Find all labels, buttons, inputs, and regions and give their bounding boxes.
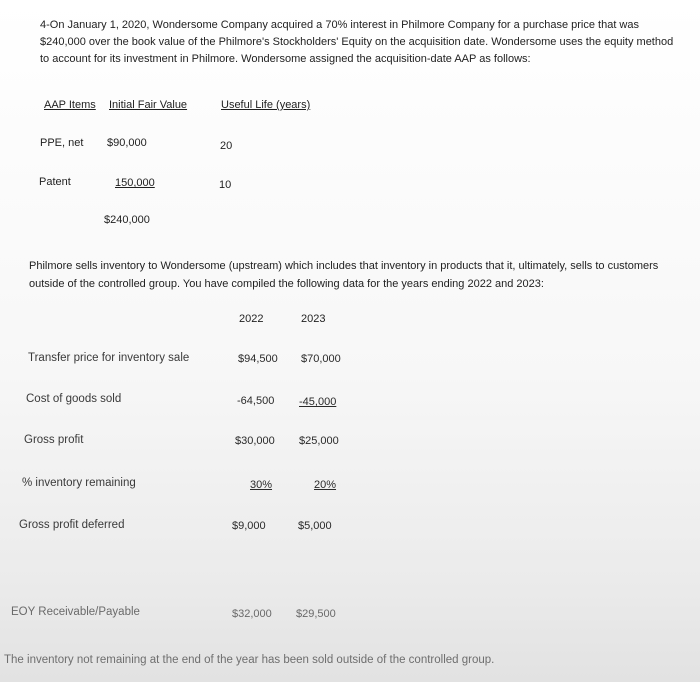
row-label-gross-profit-deferred: Gross profit deferred xyxy=(19,519,125,531)
intro-text: 4-On January 1, 2020, Wondersome Company acquired a 70% interest in Philmore Company for a purchase price that was $240,000 over the book value of the Philmore's Stockholders' Equity on the acquisition date. Wondersome uses the equity method to account for its investment in Philmore. Wondersome assigned the acquisition-date AAP as follows: xyxy=(40,19,674,65)
initial-fair-value-header: Initial Fair Value xyxy=(109,99,188,111)
row-label-inventory-remaining: % inventory remaining xyxy=(22,477,136,489)
eoy-receivable-2023: $29,500 xyxy=(296,608,336,620)
row-label-cogs: Cost of goods sold xyxy=(26,393,122,405)
gross-profit-2023: $25,000 xyxy=(299,435,339,447)
aap-life-patent: 10 xyxy=(219,179,232,191)
year-2022-header: 2022 xyxy=(239,313,264,325)
transfer-price-2023: $70,000 xyxy=(301,353,341,365)
aap-value-patent: 150,000 xyxy=(115,177,155,189)
row-label-transfer-price: Transfer price for inventory sale xyxy=(28,352,190,364)
footer-note: The inventory not remaining at the end of the year has been sold outside of the controlled group. xyxy=(4,654,495,666)
gross-profit-2022: $30,000 xyxy=(235,435,275,447)
transfer-price-2022: $94,500 xyxy=(238,353,278,365)
row-label-eoy-receivable: EOY Receivable/Payable xyxy=(11,606,140,618)
cogs-2023: -45,000 xyxy=(299,396,337,408)
gross-profit-deferred-2023: $5,000 xyxy=(298,520,332,532)
aap-item-ppe: PPE, net xyxy=(40,137,84,149)
inventory-remaining-2022: 30% xyxy=(250,479,273,491)
aap-value-ppe: $90,000 xyxy=(107,137,147,149)
year-2023-header: 2023 xyxy=(301,313,326,325)
inventory-remaining-2023: 20% xyxy=(314,479,337,491)
aap-items-header: AAP Items xyxy=(44,99,96,111)
aap-item-patent: Patent xyxy=(39,176,71,188)
cogs-2022: -64,500 xyxy=(237,395,275,407)
gross-profit-deferred-2022: $9,000 xyxy=(232,520,266,532)
eoy-receivable-2022: $32,000 xyxy=(232,608,272,620)
aap-total: $240,000 xyxy=(104,214,150,226)
useful-life-header: Useful Life (years) xyxy=(221,99,311,111)
upstream-paragraph: Philmore sells inventory to Wondersome (upstream) which includes that inventory in products that it, ultimately, sells to customers outside of the controlled group. You have compiled the following data for the years ending 2022 and 2023: xyxy=(29,260,659,290)
row-label-gross-profit: Gross profit xyxy=(24,434,84,446)
aap-life-ppe: 20 xyxy=(220,140,233,152)
